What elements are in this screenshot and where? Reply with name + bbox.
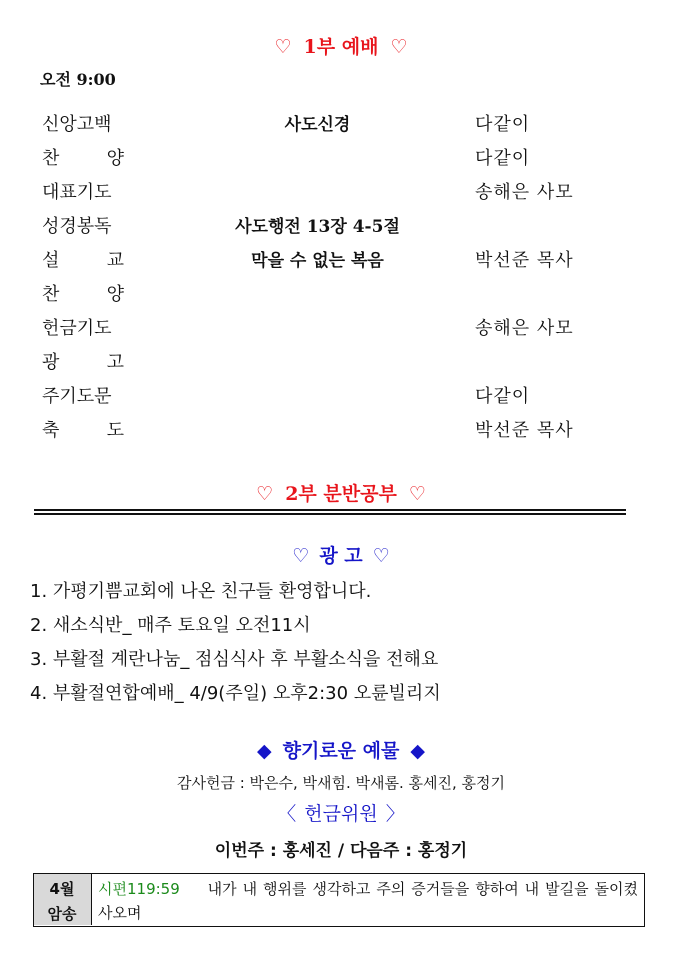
worship-item: 광 고 xyxy=(42,352,124,373)
worship-item: 대표기도 xyxy=(42,182,112,203)
memory-verse-box xyxy=(33,873,645,927)
worship-row xyxy=(0,212,682,242)
worship-item: 축 도 xyxy=(42,420,124,441)
worship-row xyxy=(0,144,682,174)
right-bracket-icon: 〉 xyxy=(385,803,405,825)
worship-content: 사도행전 13장 4-5절 xyxy=(235,217,400,237)
worship-row xyxy=(0,348,682,378)
memory-verse-month: 4월 xyxy=(49,880,75,898)
worship-leader: 다같이 xyxy=(475,386,531,407)
part1-title: ♡ 1부 예배 ♡ xyxy=(274,36,408,58)
worship-leader: 다같이 xyxy=(475,148,531,169)
worship-content: 막을 수 없는 복음 xyxy=(251,251,384,271)
worship-row xyxy=(0,314,682,344)
left-bracket-icon: 〈 xyxy=(277,803,297,825)
worship-leader: 송해은 사모 xyxy=(475,182,574,203)
worship-item: 설 교 xyxy=(42,250,124,271)
worship-item: 주기도문 xyxy=(42,386,112,407)
heart-icon: ♡ xyxy=(372,545,390,567)
service-time: 오전 9:00 xyxy=(40,70,116,89)
announcement-item: 1. 가평기쁨교회에 나온 친구들 환영합니다. xyxy=(30,581,372,602)
announcement-item: 3. 부활절 계란나눔_ 점심식사 후 부활소식을 전해요 xyxy=(30,649,439,670)
part2-title: ♡ 2부 분반공부 ♡ xyxy=(256,483,426,505)
heart-icon: ♡ xyxy=(390,36,408,58)
announcement-item: 4. 부활절연합예배_ 4/9(주일) 오후2:30 오륜빌리지 xyxy=(30,683,441,704)
heart-icon: ♡ xyxy=(292,545,310,567)
worship-leader: 송해은 사모 xyxy=(475,318,574,339)
committee-members: 이번주 : 홍세진 / 다음주 : 홍정기 xyxy=(214,841,468,861)
memory-verse-month-cell xyxy=(34,874,92,925)
diamond-icon: ◆ xyxy=(256,740,272,762)
worship-item: 헌금기도 xyxy=(42,318,112,339)
heart-icon: ♡ xyxy=(256,483,274,505)
worship-item: 찬 양 xyxy=(42,148,124,169)
memory-verse-reference: 시편119:59 xyxy=(98,880,180,898)
worship-content: 사도신경 xyxy=(284,115,351,135)
offering-title: ◆ 향기로운 예물 ◆ xyxy=(256,740,426,762)
heart-icon: ♡ xyxy=(408,483,426,505)
thanks-offering: 감사헌금 : 박은수, 박새힘. 박새롬. 홍세진, 홍정기 xyxy=(176,774,506,792)
worship-item: 성경봉독 xyxy=(42,216,112,237)
worship-row xyxy=(0,110,682,140)
worship-row xyxy=(0,246,682,276)
worship-row xyxy=(0,178,682,208)
memory-verse-label: 암송 xyxy=(47,905,77,923)
worship-leader: 다같이 xyxy=(475,114,531,135)
memory-verse-body: 내가 내 행위를 생각하고 주의 증거들을 향하여 내 발길을 돌이켰사오며 xyxy=(98,880,638,922)
worship-item: 찬 양 xyxy=(42,284,124,305)
committee-title: 〈 헌금위원 〉 xyxy=(277,803,405,825)
double-divider xyxy=(34,509,626,515)
worship-row xyxy=(0,280,682,310)
announcements-title: ♡ 광 고 ♡ xyxy=(292,545,390,567)
heart-icon: ♡ xyxy=(274,36,292,58)
worship-leader: 박선준 목사 xyxy=(475,250,574,271)
worship-leader: 박선준 목사 xyxy=(475,420,574,441)
announcement-item: 2. 새소식반_ 매주 토요일 오전11시 xyxy=(30,615,311,636)
memory-verse-text xyxy=(98,877,638,925)
diamond-icon: ◆ xyxy=(410,740,426,762)
worship-row xyxy=(0,416,682,446)
worship-item: 신앙고백 xyxy=(42,114,112,135)
worship-row xyxy=(0,382,682,412)
